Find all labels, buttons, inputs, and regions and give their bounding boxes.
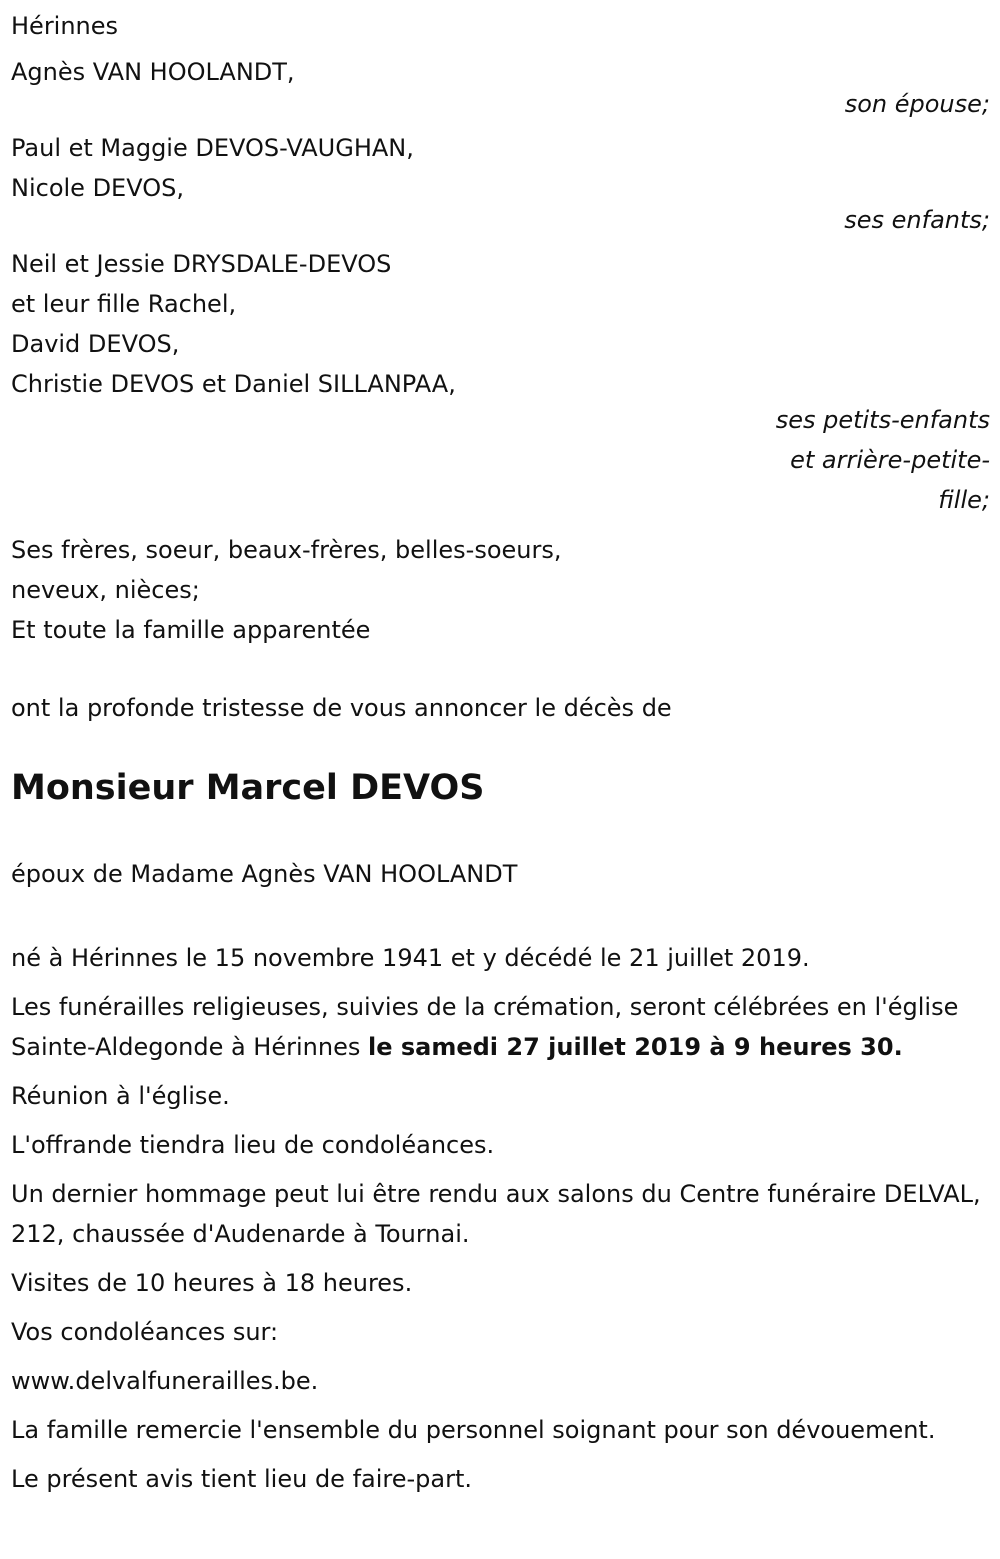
grandchild-name: Neil et Jessie DRYSDALE-DEVOS — [11, 250, 392, 278]
tribute: Un dernier hommage peut lui être rendu aux salons du Centre funéraire DELVAL, 212, chaussée d'Audenarde à Tournai. — [11, 1180, 981, 1248]
spouse-name: Agnès VAN HOOLANDT, — [11, 58, 295, 86]
spouse-group — [11, 52, 990, 122]
website-link[interactable]: www.delvalfunerailles.be. — [11, 1367, 319, 1395]
obituary-notice — [0, 6, 1000, 1559]
grandchildren-group — [11, 244, 990, 520]
meeting: Réunion à l'église. — [11, 1082, 230, 1110]
grandchild-name: et leur fille Rachel, — [11, 290, 237, 318]
spouse-relation: son épouse; — [844, 90, 990, 118]
grandchild-name: David DEVOS, — [11, 330, 180, 358]
locality: Hérinnes — [11, 12, 119, 40]
announcement: ont la profonde tristesse de vous annoncer le décès de — [11, 694, 672, 722]
visits: Visites de 10 heures à 18 heures. — [11, 1269, 413, 1297]
extended-family-line: Ses frères, soeur, beaux-frères, belles-soeurs, — [11, 536, 562, 564]
funeral-date: le samedi 27 juillet 2019 à 9 heures 30. — [367, 1033, 903, 1061]
grandchildren-relation: et arrière-petite- — [790, 446, 990, 474]
grandchild-name: Christie DEVOS et Daniel SILLANPAA, — [11, 370, 456, 398]
extended-family-group — [11, 530, 990, 650]
funeral-details — [11, 987, 990, 1067]
notice: Le présent avis tient lieu de faire-part. — [11, 1465, 473, 1493]
children-relation: ses enfants; — [844, 206, 990, 234]
extended-family-line: Et toute la famille apparentée — [11, 616, 371, 644]
deceased-name: Monsieur Marcel DEVOS — [11, 768, 485, 808]
condolences-label: Vos condoléances sur: — [11, 1318, 279, 1346]
thanks: La famille remercie l'ensemble du personnel soignant pour son dévouement. — [11, 1416, 936, 1444]
child-name: Nicole DEVOS, — [11, 174, 184, 202]
grandchildren-relation: ses petits-enfants — [775, 406, 990, 434]
grandchildren-relation: fille; — [938, 486, 990, 514]
funeral-text: Les funérailles religieuses, suivies de la crémation, seront célébrées en l'église Sainte-Aldegonde à Hérinnes — [11, 993, 959, 1061]
spouse-of: époux de Madame Agnès VAN HOOLANDT — [11, 860, 518, 888]
offering: L'offrande tiendra lieu de condoléances. — [11, 1131, 495, 1159]
child-name: Paul et Maggie DEVOS-VAUGHAN, — [11, 134, 414, 162]
children-group — [11, 128, 990, 238]
extended-family-line: neveux, nièces; — [11, 576, 200, 604]
birth-death: né à Hérinnes le 15 novembre 1941 et y décédé le 21 juillet 2019. — [11, 944, 810, 972]
